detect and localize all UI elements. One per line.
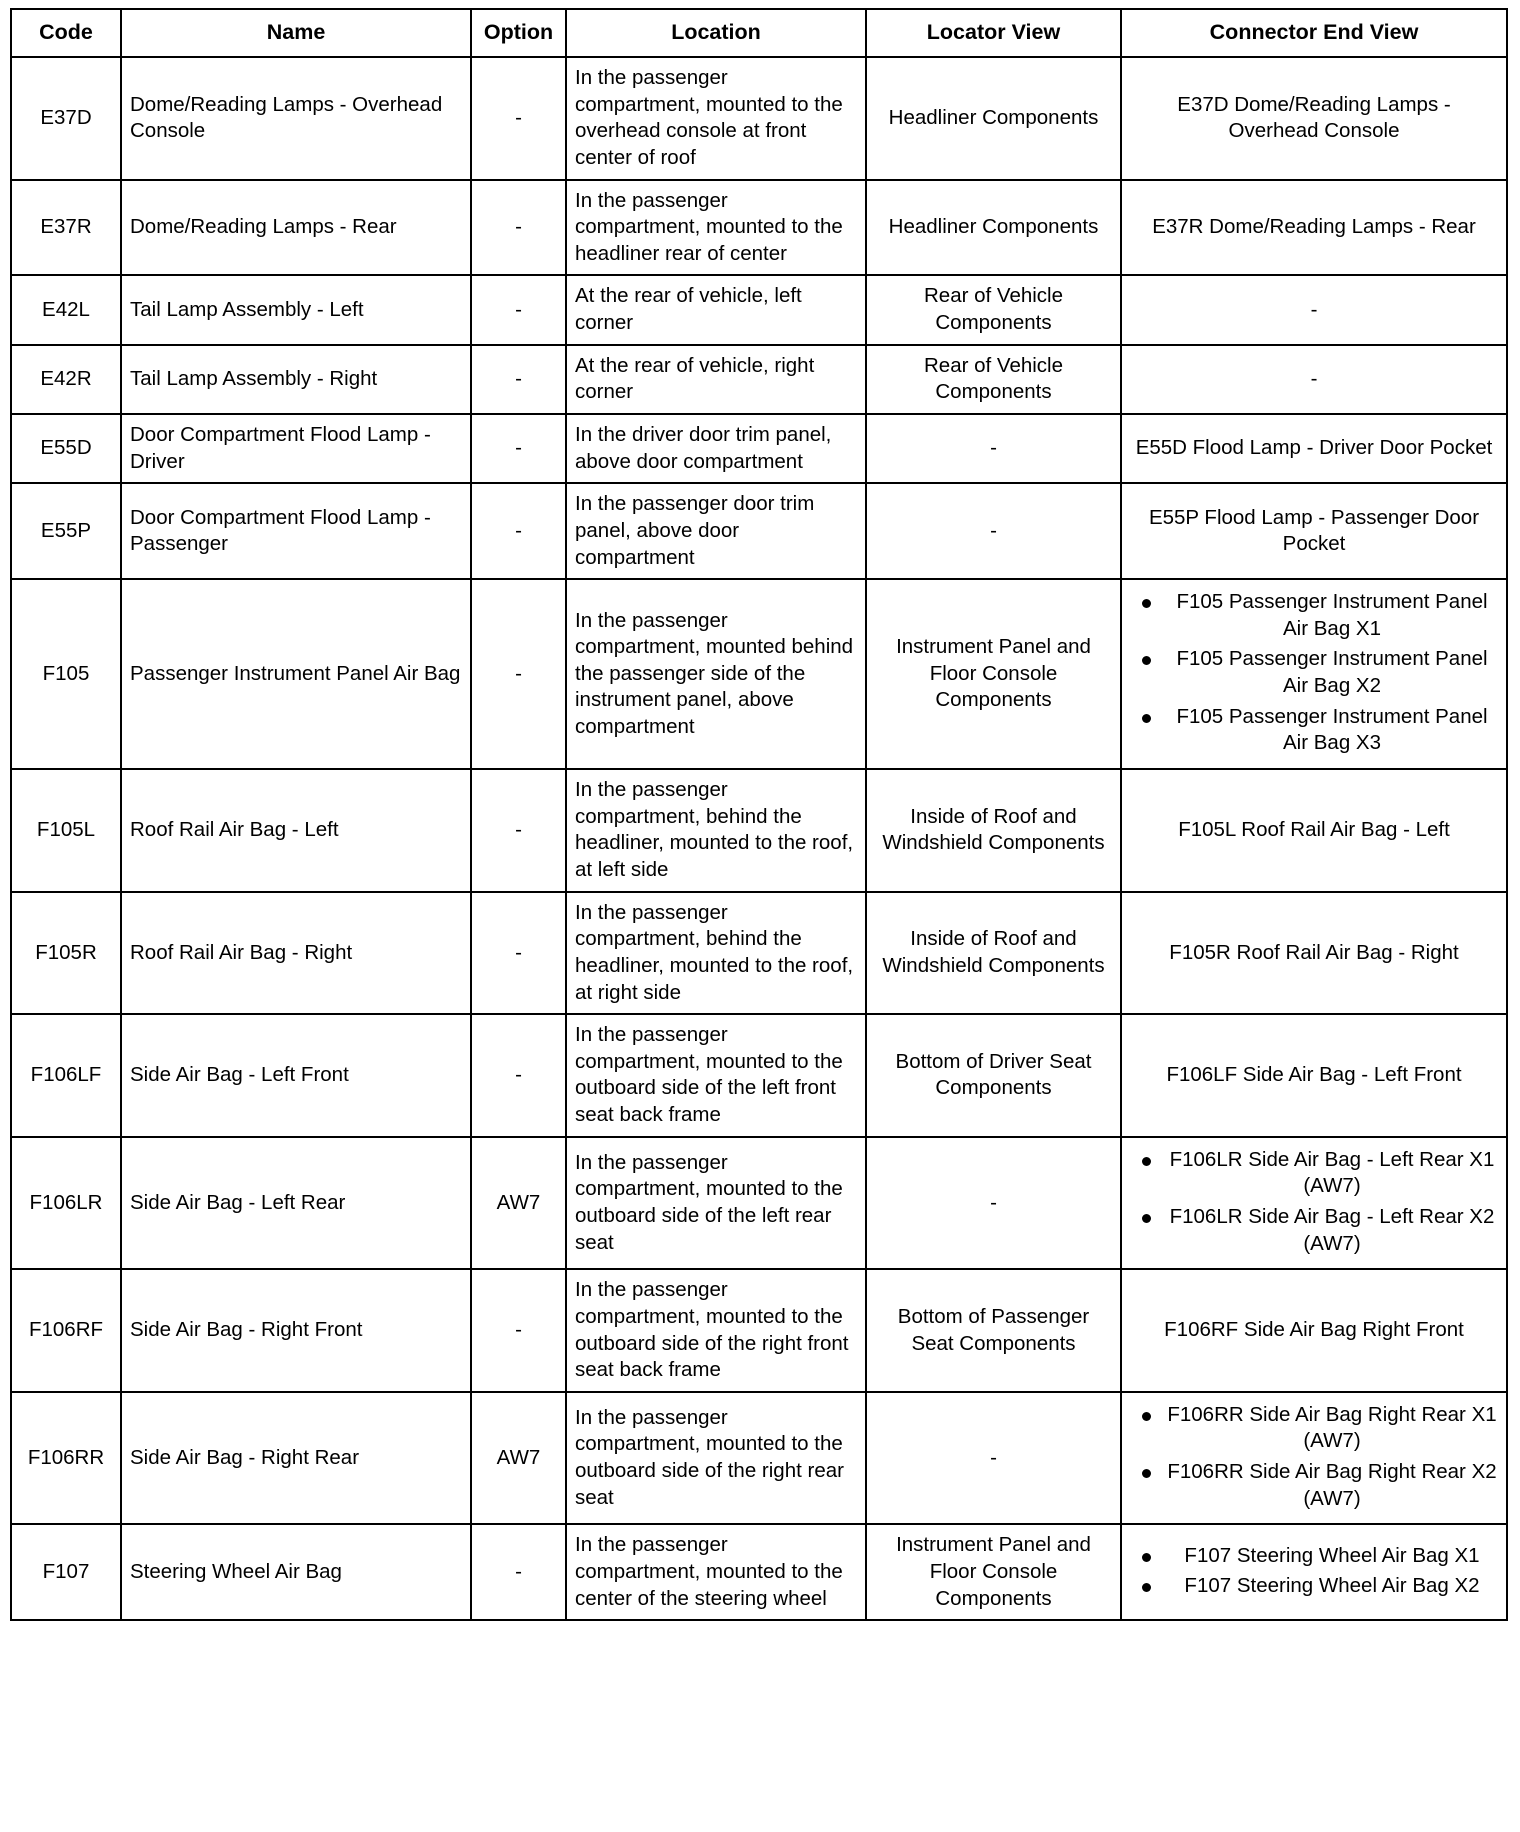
connector-bullet-label: F105 Passenger Instrument Panel Air Bag X3 [1176, 704, 1488, 755]
cell-option: - [471, 769, 566, 892]
cell-location: At the rear of vehicle, left corner [566, 275, 866, 344]
table-row [11, 57, 1507, 180]
connector-bullet-item [1136, 1573, 1498, 1600]
table-row [11, 180, 1507, 276]
table-row [11, 414, 1507, 483]
cell-name: Roof Rail Air Bag - Right [121, 892, 471, 1015]
table-row [11, 1392, 1507, 1525]
cell-option: - [471, 57, 566, 180]
table-row [11, 1524, 1507, 1620]
connector-bullet-item [1136, 1402, 1498, 1455]
cell-code: E37D [11, 57, 121, 180]
column-header-option: Option [471, 9, 566, 57]
cell-option: - [471, 579, 566, 769]
cell-name: Steering Wheel Air Bag [121, 1524, 471, 1620]
cell-location: In the passenger compartment, mounted to the overhead console at front center of roof [566, 57, 866, 180]
cell-code: F107 [11, 1524, 121, 1620]
connector-bullet-item [1136, 1147, 1498, 1200]
cell-name: Side Air Bag - Left Rear [121, 1137, 471, 1270]
column-header-name: Name [121, 9, 471, 57]
connector-bullet-label: F106RR Side Air Bag Right Rear X2 (AW7) [1167, 1460, 1497, 1510]
column-header-location: Location [566, 9, 866, 57]
cell-locator-view: - [866, 414, 1121, 483]
cell-connector-end-view: - [1121, 275, 1507, 344]
table-row [11, 483, 1507, 579]
cell-code: E42L [11, 275, 121, 344]
cell-connector-end-view: E55D Flood Lamp - Driver Door Pocket [1121, 414, 1507, 483]
cell-connector-end-view: - [1121, 345, 1507, 414]
cell-locator-view: Inside of Roof and Windshield Components [866, 769, 1121, 892]
connector-bullet-label: F107 Steering Wheel Air Bag X2 [1184, 1574, 1480, 1598]
cell-locator-view: Bottom of Passenger Seat Components [866, 1269, 1121, 1392]
cell-option: - [471, 892, 566, 1015]
connector-bullet-item [1136, 1204, 1498, 1257]
cell-locator-view: - [866, 1392, 1121, 1525]
cell-locator-view: Instrument Panel and Floor Console Components [866, 579, 1121, 769]
cell-connector-end-view: E37R Dome/Reading Lamps - Rear [1121, 180, 1507, 276]
cell-name: Tail Lamp Assembly - Right [121, 345, 471, 414]
cell-location: In the passenger compartment, mounted to the outboard side of the right rear seat [566, 1392, 866, 1525]
table-row [11, 1137, 1507, 1270]
cell-locator-view: Headliner Components [866, 180, 1121, 276]
table-row [11, 579, 1507, 769]
cell-location: In the passenger compartment, mounted to the center of the steering wheel [566, 1524, 866, 1620]
connector-bullet-list [1130, 1147, 1498, 1258]
cell-code: F106LF [11, 1014, 121, 1137]
cell-connector-end-view: F106LF Side Air Bag - Left Front [1121, 1014, 1507, 1137]
cell-locator-view: Rear of Vehicle Components [866, 275, 1121, 344]
cell-code: F106LR [11, 1137, 121, 1270]
cell-name: Tail Lamp Assembly - Left [121, 275, 471, 344]
cell-option: - [471, 483, 566, 579]
connector-bullet-label: F106LR Side Air Bag - Left Rear X2 (AW7) [1169, 1205, 1495, 1255]
table-row [11, 892, 1507, 1015]
connector-bullet-item [1136, 589, 1498, 642]
cell-locator-view: Rear of Vehicle Components [866, 345, 1121, 414]
cell-name: Passenger Instrument Panel Air Bag [121, 579, 471, 769]
cell-name: Side Air Bag - Left Front [121, 1014, 471, 1137]
cell-name: Door Compartment Flood Lamp - Driver [121, 414, 471, 483]
cell-option: AW7 [471, 1137, 566, 1270]
table-row [11, 1014, 1507, 1137]
cell-code: E42R [11, 345, 121, 414]
cell-location: In the passenger compartment, mounted to the outboard side of the left rear seat [566, 1137, 866, 1270]
cell-connector-end-view: E55P Flood Lamp - Passenger Door Pocket [1121, 483, 1507, 579]
cell-location: In the passenger compartment, behind the headliner, mounted to the roof, at right side [566, 892, 866, 1015]
column-header-connector-end-view: Connector End View [1121, 9, 1507, 57]
column-header-locator-view: Locator View [866, 9, 1121, 57]
connector-bullet-item [1136, 704, 1498, 757]
table-row [11, 769, 1507, 892]
connector-bullet-label: F107 Steering Wheel Air Bag X1 [1184, 1543, 1480, 1567]
cell-location: In the passenger compartment, behind the headliner, mounted to the roof, at left side [566, 769, 866, 892]
cell-option: AW7 [471, 1392, 566, 1525]
cell-code: E37R [11, 180, 121, 276]
cell-option: - [471, 1524, 566, 1620]
cell-connector-end-view [1121, 1137, 1507, 1270]
cell-option: - [471, 275, 566, 344]
cell-option: - [471, 1269, 566, 1392]
cell-locator-view: - [866, 483, 1121, 579]
cell-name: Door Compartment Flood Lamp - Passenger [121, 483, 471, 579]
connector-bullet-item [1136, 1543, 1498, 1570]
connector-bullet-item [1136, 646, 1498, 699]
table-row [11, 345, 1507, 414]
connector-bullet-label: F105 Passenger Instrument Panel Air Bag X1 [1176, 590, 1488, 640]
cell-location: In the passenger compartment, mounted to the outboard side of the left front seat back frame [566, 1014, 866, 1137]
table-body [11, 57, 1507, 1620]
cell-code: F105 [11, 579, 121, 769]
cell-code: E55D [11, 414, 121, 483]
table-header-row [11, 9, 1507, 57]
cell-code: F106RF [11, 1269, 121, 1392]
connector-bullet-label: F106LR Side Air Bag - Left Rear X1 (AW7) [1169, 1147, 1495, 1198]
cell-name: Dome/Reading Lamps - Overhead Console [121, 57, 471, 180]
connector-bullet-item [1136, 1459, 1498, 1512]
cell-code: F105L [11, 769, 121, 892]
cell-option: - [471, 345, 566, 414]
connector-bullet-list [1130, 589, 1498, 757]
cell-connector-end-view: F106RF Side Air Bag Right Front [1121, 1269, 1507, 1392]
cell-connector-end-view: E37D Dome/Reading Lamps - Overhead Console [1121, 57, 1507, 180]
cell-connector-end-view: F105L Roof Rail Air Bag - Left [1121, 769, 1507, 892]
connector-bullet-list [1130, 1543, 1498, 1600]
cell-option: - [471, 414, 566, 483]
cell-connector-end-view [1121, 1392, 1507, 1525]
cell-name: Roof Rail Air Bag - Left [121, 769, 471, 892]
cell-name: Side Air Bag - Right Front [121, 1269, 471, 1392]
cell-location: At the rear of vehicle, right corner [566, 345, 866, 414]
table-row [11, 275, 1507, 344]
cell-option: - [471, 180, 566, 276]
cell-locator-view: Bottom of Driver Seat Components [866, 1014, 1121, 1137]
cell-option: - [471, 1014, 566, 1137]
cell-location: In the passenger compartment, mounted behind the passenger side of the instrument panel, above compartment [566, 579, 866, 769]
cell-code: F105R [11, 892, 121, 1015]
column-header-code: Code [11, 9, 121, 57]
cell-locator-view: Inside of Roof and Windshield Components [866, 892, 1121, 1015]
cell-connector-end-view [1121, 579, 1507, 769]
connector-bullet-label: F105 Passenger Instrument Panel Air Bag X2 [1176, 647, 1488, 698]
table-row [11, 1269, 1507, 1392]
cell-code: F106RR [11, 1392, 121, 1525]
cell-locator-view: - [866, 1137, 1121, 1270]
cell-location: In the passenger compartment, mounted to the outboard side of the right front seat back frame [566, 1269, 866, 1392]
cell-code: E55P [11, 483, 121, 579]
cell-location: In the driver door trim panel, above door compartment [566, 414, 866, 483]
cell-connector-end-view [1121, 1524, 1507, 1620]
table-header [11, 9, 1507, 57]
cell-locator-view: Instrument Panel and Floor Console Components [866, 1524, 1121, 1620]
cell-name: Dome/Reading Lamps - Rear [121, 180, 471, 276]
cell-connector-end-view: F105R Roof Rail Air Bag - Right [1121, 892, 1507, 1015]
cell-location: In the passenger door trim panel, above door compartment [566, 483, 866, 579]
component-location-table [10, 8, 1508, 1621]
connector-bullet-list [1130, 1402, 1498, 1513]
cell-name: Side Air Bag - Right Rear [121, 1392, 471, 1525]
connector-bullet-label: F106RR Side Air Bag Right Rear X1 (AW7) [1167, 1402, 1497, 1453]
cell-locator-view: Headliner Components [866, 57, 1121, 180]
cell-location: In the passenger compartment, mounted to the headliner rear of center [566, 180, 866, 276]
